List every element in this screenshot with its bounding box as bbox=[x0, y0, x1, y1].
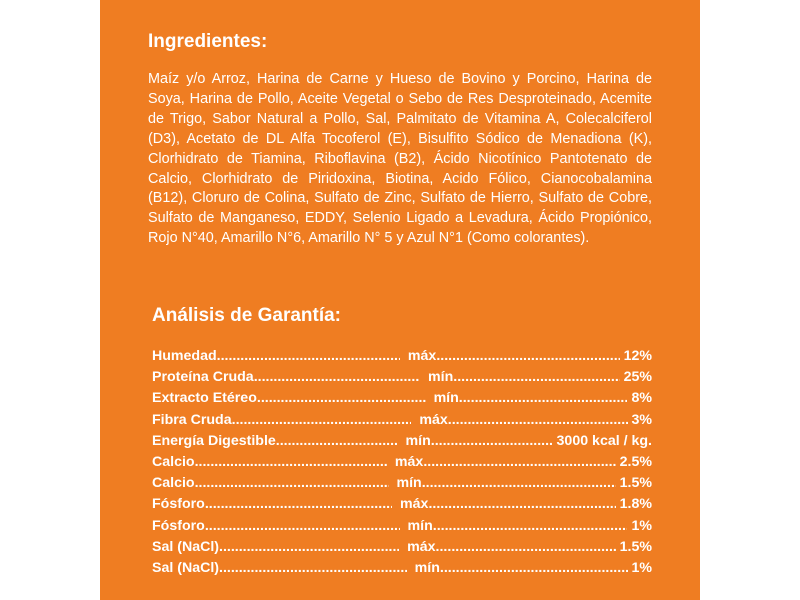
nutrient-name: Extracto Etéreo bbox=[152, 390, 257, 407]
analysis-row bbox=[152, 475, 652, 496]
nutrient-name: Sal (NaCl) bbox=[152, 559, 220, 576]
nutrient-name: Proteína Cruda bbox=[152, 369, 254, 386]
nutrient-name: Calcio bbox=[152, 453, 195, 470]
limit-type: máx bbox=[407, 348, 437, 364]
dot-leader bbox=[205, 496, 392, 512]
nutrient-name: Calcio bbox=[152, 475, 195, 492]
analysis-row bbox=[152, 390, 652, 411]
nutrient-name: Fósforo bbox=[152, 517, 205, 534]
nutrient-name: Fibra Cruda bbox=[152, 411, 232, 428]
analysis-row bbox=[152, 496, 652, 517]
label-panel bbox=[100, 0, 700, 600]
analysis-row bbox=[152, 348, 652, 369]
limit-type: mín bbox=[396, 475, 422, 492]
nutrient-name: Sal (NaCl) bbox=[152, 538, 220, 555]
analysis-row bbox=[152, 560, 652, 581]
dot-leader bbox=[423, 454, 615, 470]
limit-type: máx bbox=[407, 538, 436, 555]
nutrient-value: 2.5% bbox=[619, 453, 652, 470]
analysis-table bbox=[152, 348, 652, 581]
dot-leader bbox=[232, 412, 412, 428]
analysis-title: Análisis de Garantía: bbox=[152, 305, 342, 326]
dot-leader bbox=[431, 433, 553, 449]
nutrient-name: Humedad bbox=[152, 348, 217, 364]
limit-type: mín bbox=[414, 559, 440, 576]
limit-type: mín bbox=[405, 432, 431, 449]
dot-leader bbox=[195, 454, 387, 470]
dot-leader bbox=[448, 412, 628, 428]
analysis-row bbox=[152, 369, 652, 390]
nutrient-value: 8% bbox=[631, 390, 652, 407]
limit-type: máx bbox=[394, 453, 424, 470]
limit-type: mín bbox=[407, 517, 433, 534]
dot-leader bbox=[453, 369, 619, 385]
dot-leader bbox=[217, 348, 400, 364]
ingredients-text: Maíz y/o Arroz, Harina de Carne y Hueso de Bovino y Porcino, Harina de Soya, Harina de Pollo, Aceite Vegetal o Sebo de Res Desproteinado, Acemite de Trigo, Sabor Natural a Pollo, Sal, Palmitato de Vitamina A, Colecalciferol (D3), Acetato de DL Alfa Tocoferol (E), Bisulfito Sódico de Menadiona (K), Clorhidrato de Tiamina, Riboflavina (B2), Ácido Nicotínico Pantotenato de Calcio, Clorhidrato de Piridoxina, Biotina, Acido Fólico, Cianocobalamina (B12), Cloruro de Colina, Sulfato de Zinc, Sulfato de Hierro, Sulfato de Cobre, Sulfato de Manganeso, EDDY, Selenio Ligado a Levadura, Ácido Propiónico, Rojo N°40, Amarillo N°6, Amarillo N° 5 y Azul N°1 (Como colorantes). bbox=[148, 71, 652, 247]
dot-leader bbox=[433, 518, 628, 534]
nutrient-value: 1.8% bbox=[619, 496, 652, 513]
nutrient-value: 12% bbox=[623, 348, 652, 364]
nutrient-value: 1.5% bbox=[619, 538, 652, 555]
dot-leader bbox=[436, 539, 616, 555]
analysis-row bbox=[152, 539, 652, 560]
limit-type: mín bbox=[433, 390, 459, 407]
analysis-row bbox=[152, 412, 652, 433]
nutrient-name: Fósforo bbox=[152, 496, 205, 513]
limit-type: máx bbox=[400, 496, 429, 513]
nutrient-value: 3000 kcal / kg. bbox=[556, 432, 652, 449]
nutrient-value: 1% bbox=[631, 559, 652, 576]
dot-leader bbox=[254, 369, 420, 385]
nutrient-value: 1.5% bbox=[619, 475, 652, 492]
limit-type: mín bbox=[428, 369, 454, 386]
dot-leader bbox=[459, 390, 628, 406]
nutrient-name: Energía Digestible bbox=[152, 432, 276, 449]
dot-leader bbox=[422, 475, 616, 491]
dot-leader bbox=[195, 475, 389, 491]
nutrient-value: 3% bbox=[631, 411, 652, 428]
dot-leader bbox=[257, 390, 426, 406]
nutrient-value: 1% bbox=[631, 517, 652, 534]
dot-leader bbox=[440, 560, 628, 576]
ingredients-title: Ingredientes: bbox=[148, 31, 268, 52]
nutrient-value: 25% bbox=[623, 369, 652, 386]
dot-leader bbox=[219, 560, 407, 576]
analysis-row bbox=[152, 518, 652, 539]
dot-leader bbox=[219, 539, 399, 555]
limit-type: máx bbox=[419, 411, 448, 428]
dot-leader bbox=[276, 433, 398, 449]
dot-leader bbox=[428, 496, 615, 512]
dot-leader bbox=[205, 518, 400, 534]
analysis-row bbox=[152, 433, 652, 454]
dot-leader bbox=[436, 348, 619, 364]
analysis-row bbox=[152, 454, 652, 475]
